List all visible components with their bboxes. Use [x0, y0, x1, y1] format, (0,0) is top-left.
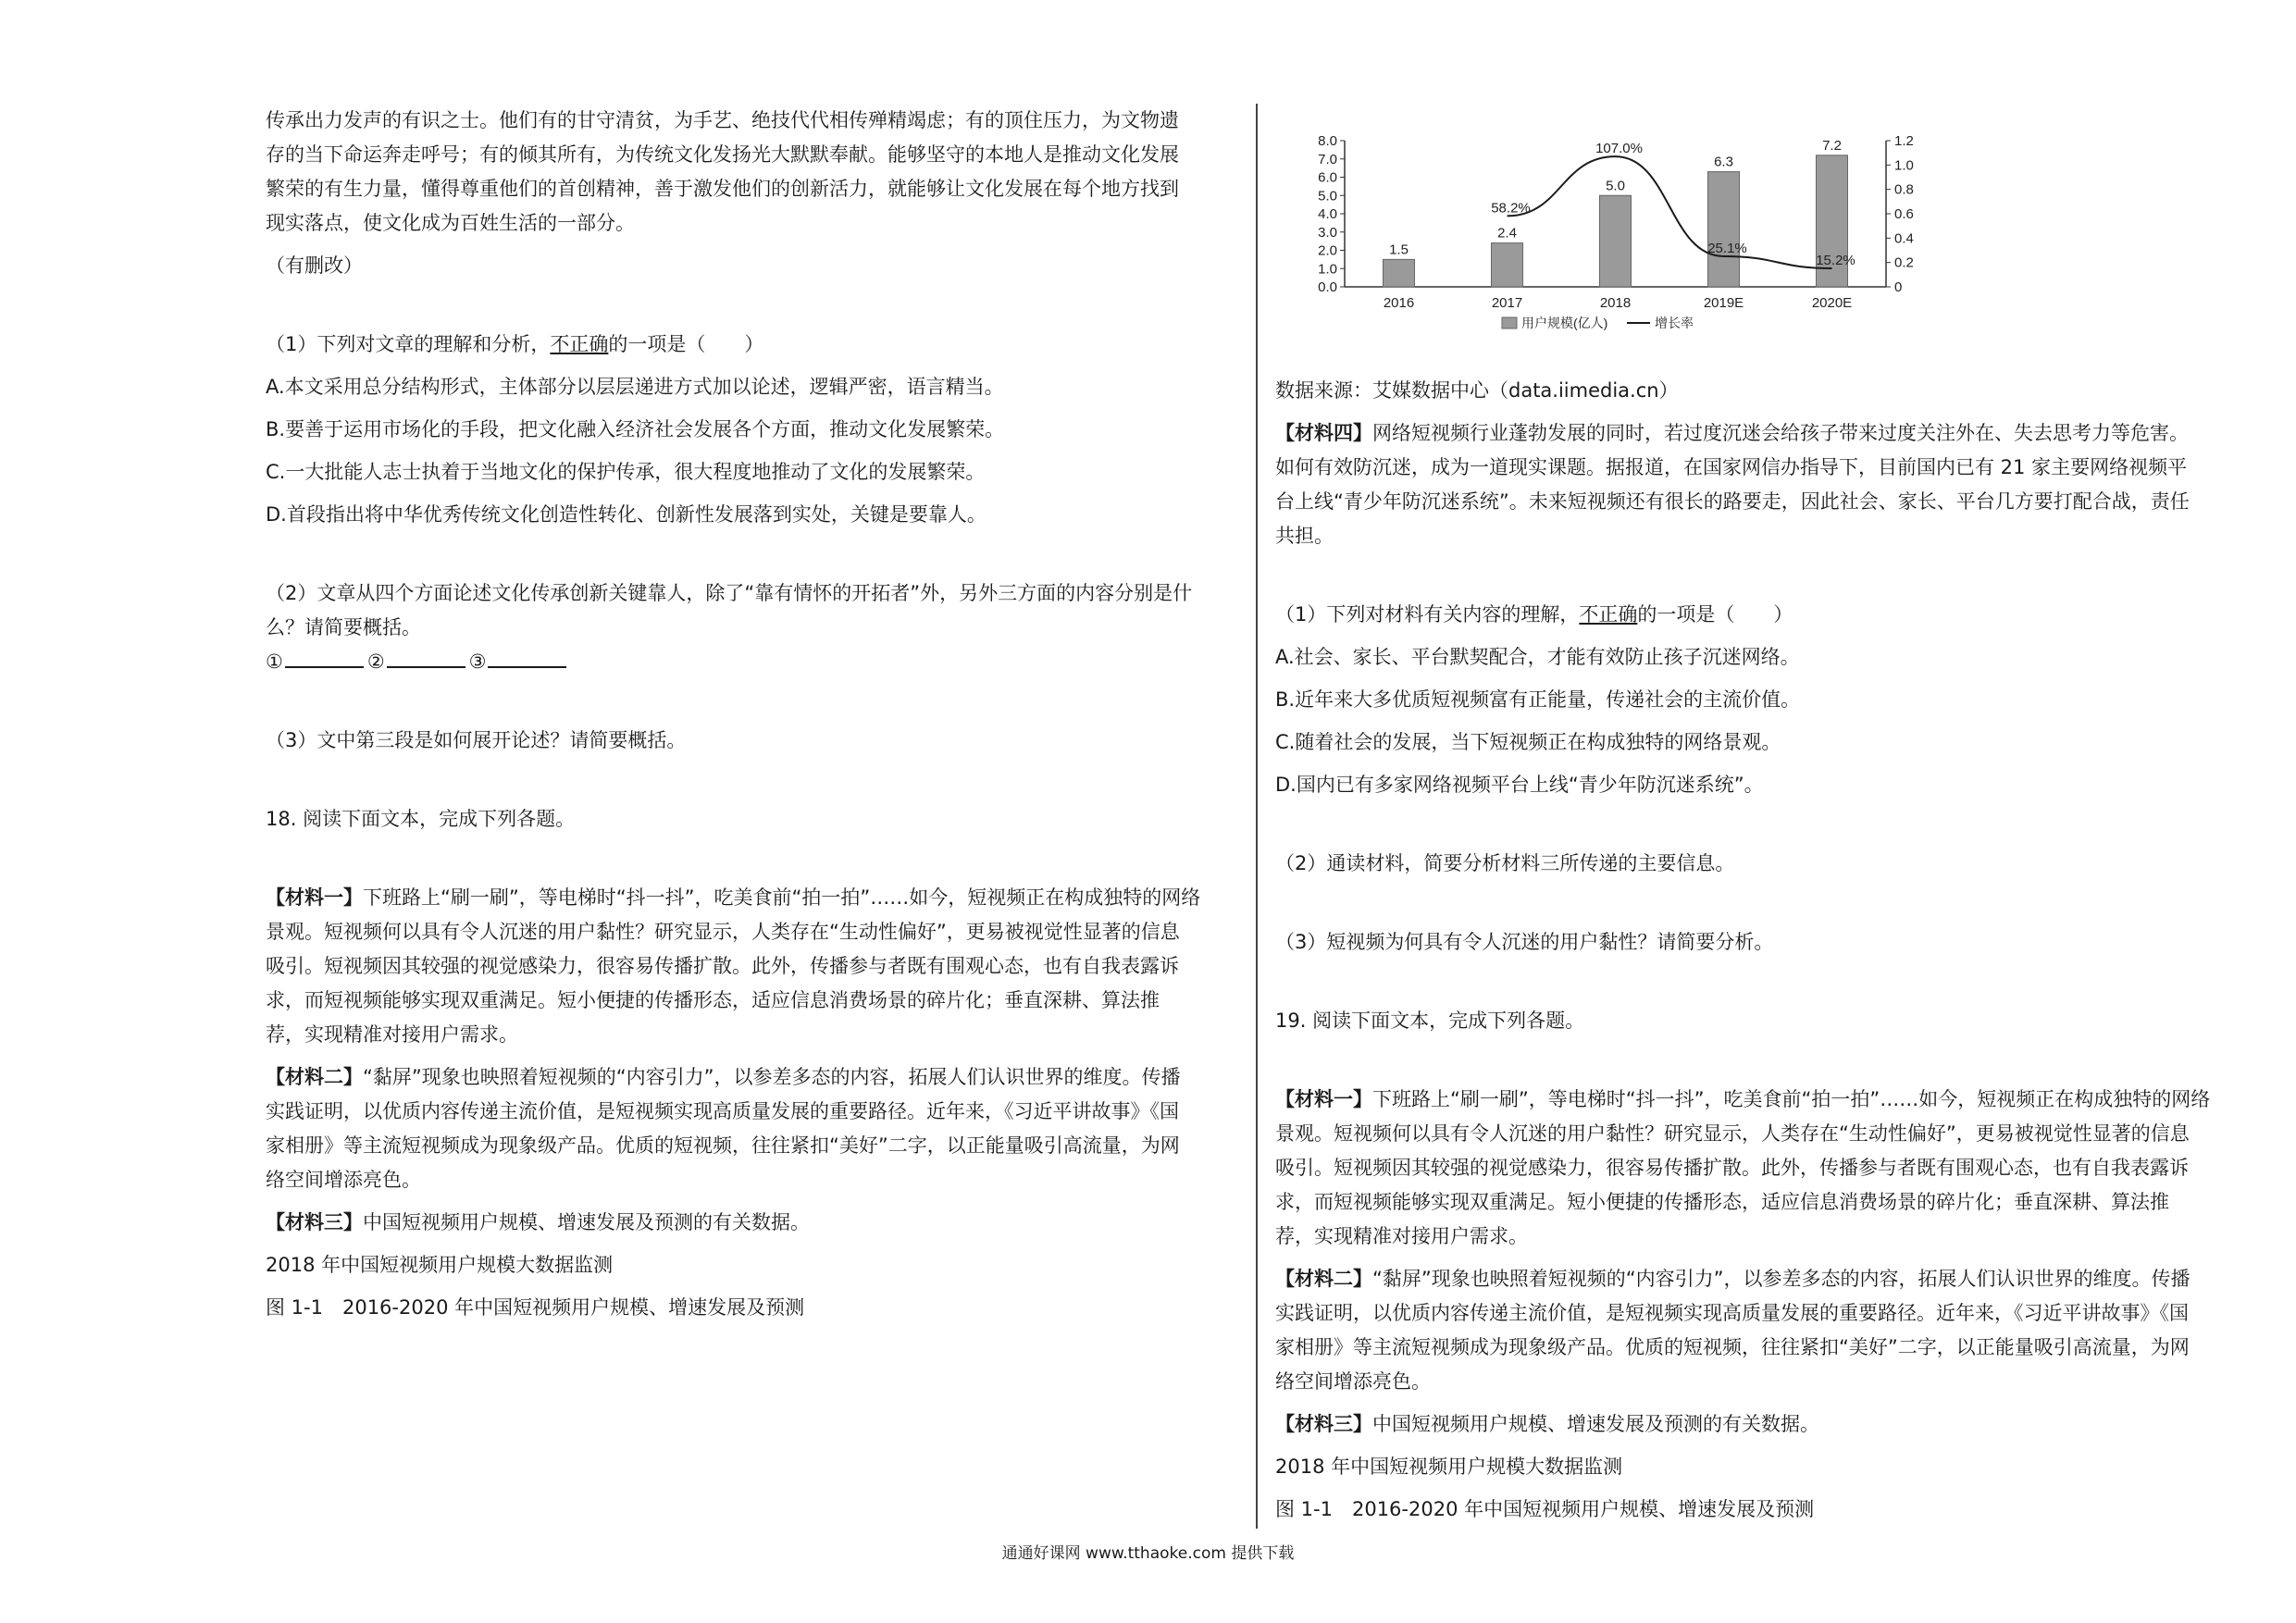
intro-line: 现实落点，使文化成为百姓生活的一部分。	[266, 212, 635, 234]
y-right-tick-label: 0.2	[1894, 254, 1914, 271]
bar-value-label: 2.4	[1497, 225, 1517, 242]
x-tick-label: 2019E	[1703, 295, 1744, 311]
material-2-line: 络空间增添亮色。	[266, 1169, 421, 1191]
material-1-line: 吸引。短视频因其较强的视觉感染力，很容易传播扩散。此外，传播参与者既有围观心态，也有自我表露诉	[266, 955, 1179, 977]
growth-value-label: 15.2%	[1816, 252, 1855, 268]
option-c: C.随着社会的发展，当下短视频正在构成独特的网络景观。	[1275, 731, 1781, 753]
material-1-line: 求，而短视频能够实现双重满足。短小便捷的传播形态，适应信息消费场景的碎片化；垂直深耕、算法推	[266, 989, 1160, 1011]
material-1-line: 求，而短视频能够实现双重满足。短小便捷的传播形态，适应信息消费场景的碎片化；垂直深耕、算法推	[1275, 1191, 2169, 1213]
material-4-line: 【材料四】网络短视频行业蓬勃发展的同时，若过度沉迷会给孩子带来过度关注外在、失去思考力等危害。	[1275, 422, 2189, 444]
option-a: A.社会、家长、平台默契配合，才能有效防止孩子沉迷网络。	[1275, 646, 1800, 668]
bar-value-label: 1.5	[1389, 242, 1409, 258]
y-right-tick-label: 0.6	[1894, 206, 1914, 222]
y-left-tick-label: 5.0	[1318, 188, 1337, 204]
intro-line: 传承出力发声的有识之士。他们有的甘守清贫，为手艺、绝技代代相传殚精竭虑；有的顶住压力，为文物遗	[266, 109, 1179, 131]
bar-value-label: 7.2	[1822, 137, 1842, 154]
material-2-line: 【材料二】“黏屏”现象也映照着短视频的“内容引力”，以参差多态的内容，拓展人们认识世界的维度。传播	[1275, 1268, 2191, 1290]
growth-line	[1508, 156, 1832, 268]
question-2: （2）通读材料，简要分析材料三所传递的主要信息。	[1275, 852, 1735, 874]
question-1: （1）下列对材料有关内容的理解，不正确的一项是（ ）	[1275, 603, 1793, 626]
material-2-line: 家相册》等主流短视频成为现象级产品。优质的短视频，往往紧扣“美好”二字，以正能量吸引高流量，为网	[266, 1134, 1180, 1157]
material-1-line: 景观。短视频何以具有令人沉迷的用户黏性？研究显示，人类存在“生动性偏好”，更易被视觉性显著的信息	[266, 921, 1180, 943]
growth-value-label: 25.1%	[1707, 240, 1747, 256]
y-left-tick-label: 2.0	[1318, 242, 1337, 259]
left-column	[266, 104, 1235, 1325]
column-divider	[1256, 104, 1258, 1529]
material-1-line: 【材料一】下班路上“刷一刷”，等电梯时“抖一抖”，吃美食前“拍一拍”……如今，短视频正在构成独特的网络	[1275, 1088, 2211, 1110]
answer-blank-3[interactable]	[488, 646, 566, 668]
material-3: 【材料三】中国短视频用户规模、增速发展及预测的有关数据。	[1275, 1413, 1819, 1435]
question-1: （1）下列对文章的理解和分析，不正确的一项是（ ）	[266, 333, 764, 355]
option-d: D.国内已有多家网络视频平台上线“青少年防沉迷系统”。	[1275, 774, 1764, 796]
material-2-line: 家相册》等主流短视频成为现象级产品。优质的短视频，往往紧扣“美好”二字，以正能量吸引高流量，为网	[1275, 1336, 2190, 1358]
x-tick-label: 2016	[1383, 295, 1415, 311]
legend-bar-swatch	[1502, 317, 1517, 328]
y-right-tick-label: 0	[1894, 279, 1903, 295]
x-tick-label: 2020E	[1811, 295, 1853, 311]
intro-line: 存的当下命运奔走呼号；有的倾其所有，为传统文化发扬光大默默奉献。能够坚守的本地人是推动文化发展	[266, 143, 1179, 166]
material-4-line: 共担。	[1275, 525, 1334, 547]
legend-line-label: 增长率	[1655, 316, 1694, 330]
source-note: （有删改）	[266, 254, 363, 277]
question-2-line: 么？请简要概括。	[266, 616, 421, 638]
material-2-line: 实践证明，以优质内容传递主流价值，是短视频实现高质量发展的重要路径。近年来，《习近平讲故事》《国	[266, 1100, 1179, 1122]
legend-bar-label: 用户规模(亿人)	[1521, 316, 1608, 330]
chart-svg	[1294, 128, 1960, 350]
option-b: B.近年来大多优质短视频富有正能量，传递社会的主流价值。	[1275, 688, 1801, 711]
material-4-line: 如何有效防沉迷，成为一道现实课题。据报道，在国家网信办指导下，目前国内已有 21 家主要网络视频平	[1275, 456, 2188, 478]
user-scale-chart	[1294, 128, 1960, 350]
y-right-tick-label: 1.2	[1894, 133, 1914, 149]
y-right-tick-label: 0.4	[1894, 230, 1914, 247]
option-a: A.本文采用总分结构形式，主体部分以层层递进方式加以论述，逻辑严密，语言精当。	[266, 376, 1004, 398]
bar-value-label: 5.0	[1606, 178, 1625, 194]
question-19-title: 19. 阅读下面文本，完成下列各题。	[1275, 1010, 1585, 1032]
material-2-line: 【材料二】“黏屏”现象也映照着短视频的“内容引力”，以参差多态的内容，拓展人们认识世界的维度。传播	[266, 1066, 1181, 1088]
material-3: 【材料三】中国短视频用户规模、增速发展及预测的有关数据。	[266, 1211, 810, 1233]
figure-caption: 图 1-1 2016-2020 年中国短视频用户规模、增速发展及预测	[1275, 1498, 1815, 1520]
y-left-tick-label: 6.0	[1318, 169, 1337, 186]
page-footer: 通通好课网 www.tthaoke.com 提供下载	[1001, 1544, 1295, 1563]
monitor-title: 2018 年中国短视频用户规模大数据监测	[266, 1254, 614, 1276]
answer-blank-2[interactable]	[387, 646, 465, 668]
x-tick-label: 2018	[1599, 295, 1632, 311]
growth-value-label: 107.0%	[1595, 141, 1643, 157]
material-4-line: 台上线“青少年防沉迷系统”。未来短视频还有很长的路要走，因此社会、家长、平台几方要打配合战，责任	[1275, 490, 2190, 513]
monitor-title: 2018 年中国短视频用户规模大数据监测	[1275, 1456, 1623, 1478]
material-1-line: 【材料一】下班路上“刷一刷”，等电梯时“抖一抖”，吃美食前“拍一拍”……如今，短视频正在构成独特的网络	[266, 886, 1201, 909]
y-right-tick-label: 0.8	[1894, 181, 1914, 198]
answer-blank-1[interactable]	[285, 646, 364, 668]
question-3: （3）文中第三段是如何展开论述？请简要概括。	[266, 729, 687, 751]
material-1-line: 吸引。短视频因其较强的视觉感染力，很容易传播扩散。此外，传播参与者既有围观心态，也有自我表露诉	[1275, 1157, 2189, 1179]
material-2-line: 络空间增添亮色。	[1275, 1370, 1431, 1393]
figure-caption: 图 1-1 2016-2020 年中国短视频用户规模、增速发展及预测	[266, 1296, 805, 1319]
y-left-tick-label: 3.0	[1318, 224, 1337, 241]
material-1-line: 荐，实现精准对接用户需求。	[266, 1023, 518, 1046]
y-left-tick-label: 7.0	[1318, 151, 1337, 167]
bar-value-label: 6.3	[1714, 154, 1733, 170]
material-1-line: 景观。短视频何以具有令人沉迷的用户黏性？研究显示，人类存在“生动性偏好”，更易被视觉性显著的信息	[1275, 1122, 2190, 1145]
option-c: C.一大批能人志士执着于当地文化的保护传承，很大程度地推动了文化的发展繁荣。	[266, 461, 986, 483]
y-right-tick-label: 1.0	[1894, 157, 1914, 174]
answer-blanks: ① ② ③	[266, 645, 1235, 679]
bar	[1708, 172, 1740, 287]
y-left-tick-label: 4.0	[1318, 206, 1337, 222]
material-2-line: 实践证明，以优质内容传递主流价值，是短视频实现高质量发展的重要路径。近年来，《习近平讲故事》《国	[1275, 1302, 2189, 1324]
bar	[1384, 259, 1415, 287]
y-left-tick-label: 8.0	[1318, 133, 1337, 149]
chart-source: 数据来源：艾媒数据中心（data.iimedia.cn）	[1275, 379, 1679, 402]
bar	[1492, 243, 1523, 287]
material-1-line: 荐，实现精准对接用户需求。	[1275, 1225, 1528, 1247]
question-3: （3）短视频为何具有令人沉迷的用户黏性？请简要分析。	[1275, 931, 1774, 953]
option-b: B.要善于运用市场化的手段，把文化融入经济社会发展各个方面，推动文化发展繁荣。	[266, 418, 1005, 440]
y-left-tick-label: 1.0	[1318, 261, 1337, 278]
x-tick-label: 2017	[1491, 295, 1523, 311]
right-column	[1275, 128, 2252, 1527]
option-d: D.首段指出将中华优秀传统文化创造性转化、创新性发展落到实处，关键是要靠人。	[266, 503, 987, 526]
bar	[1600, 195, 1632, 287]
question-18-title: 18. 阅读下面文本，完成下列各题。	[266, 808, 576, 830]
intro-line: 繁荣的有生力量，懂得尊重他们的首创精神，善于激发他们的创新活力，就能够让文化发展在每个地方找到	[266, 178, 1179, 200]
y-left-tick-label: 0.0	[1318, 279, 1337, 295]
question-2-line: （2）文章从四个方面论述文化传承创新关键靠人，除了“靠有情怀的开拓者”外，另外三方面的内容分别是什	[266, 582, 1193, 604]
growth-value-label: 58.2%	[1491, 200, 1531, 217]
